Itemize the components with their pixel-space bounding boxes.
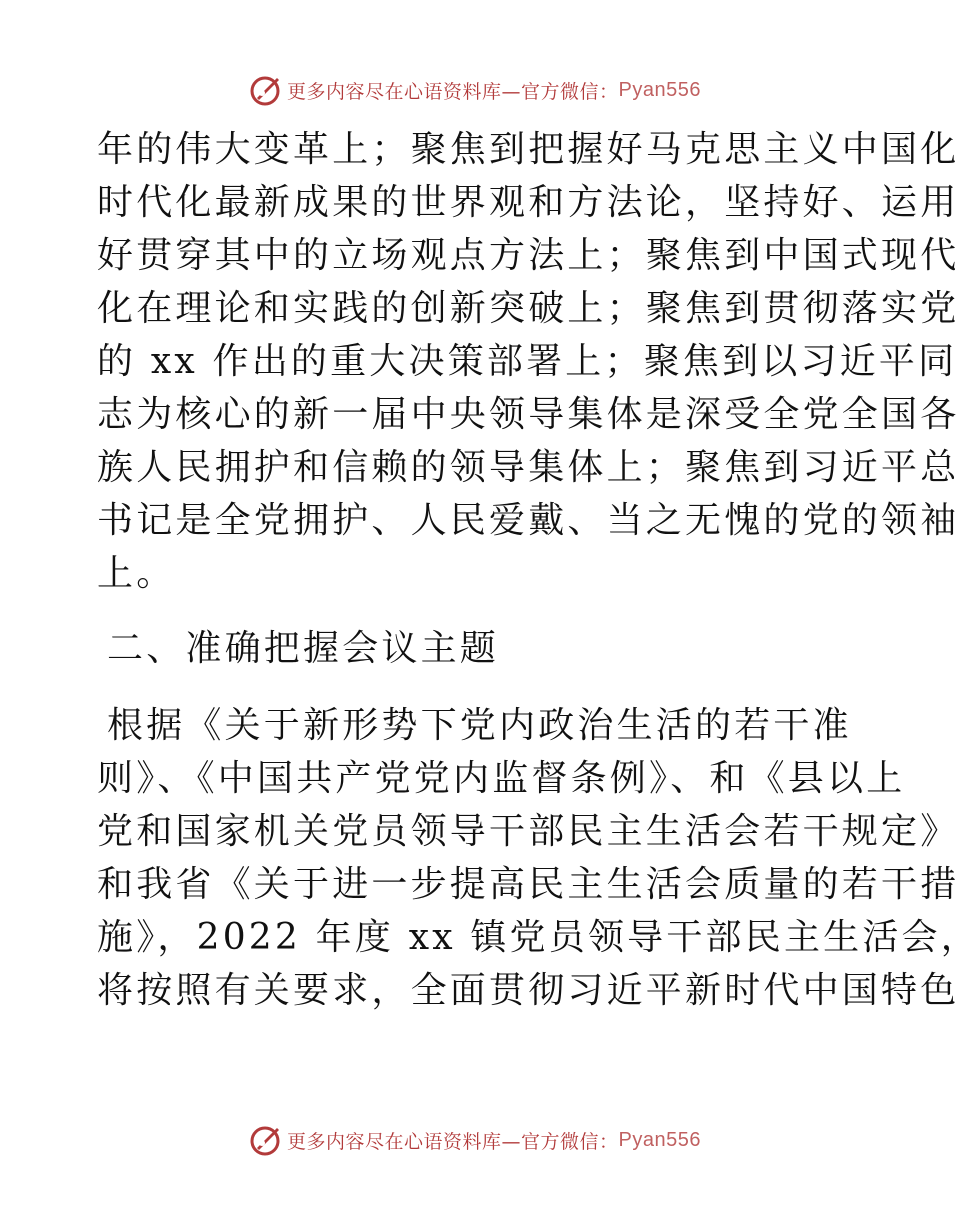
text-line: 将按照有关要求，全面贯彻习近平新时代中国特色 [97, 970, 960, 1011]
watermark-text: 更多内容尽在心语资料库—官方微信： [287, 1130, 619, 1153]
text-line: 化在理论和实践的创新突破上；聚焦到贯彻落实党 [97, 288, 960, 329]
section-heading: 二、准确把握会议主题 [107, 628, 500, 669]
header-watermark [0, 70, 950, 110]
paragraph-continuation [97, 123, 960, 600]
text-line: 的 xx 作出的重大决策部署上；聚焦到以习近平同 [97, 341, 958, 382]
pen-logo-icon [249, 73, 283, 107]
text-line: 志为核心的新一届中央领导集体是深受全党全国各 [97, 394, 960, 435]
text-line: 根据《关于新形势下党内政治生活的若干准 [107, 705, 852, 746]
text-line: 好贯穿其中的立场观点方法上；聚焦到中国式现代 [97, 235, 960, 276]
text-line: 时代化最新成果的世界观和方法论，坚持好、运用 [97, 182, 960, 223]
watermark-wechat-id: Pyan556 [618, 1128, 701, 1151]
text-line: 党和国家机关党员领导干部民主生活会若干规定》 [97, 811, 960, 852]
document-body [97, 123, 980, 1017]
text-line: 则》、《中国共产党党内监督条例》、和《县以上 [97, 758, 906, 799]
text-line: 上。 [97, 553, 176, 594]
text-line: 书记是全党拥护、人民爱戴、当之无愧的党的领袖 [97, 500, 960, 541]
watermark-text: 更多内容尽在心语资料库—官方微信： [287, 80, 619, 103]
footer-watermark [0, 1120, 950, 1160]
watermark-wechat-id: Pyan556 [618, 78, 701, 101]
text-line: 年的伟大变革上；聚焦到把握好马克思主义中国化 [97, 129, 960, 170]
text-line: 施》，2022 年度 xx 镇党员领导干部民主生活会， [97, 917, 980, 958]
paragraph-meeting-theme [97, 699, 980, 1017]
text-line: 和我省《关于进一步提高民主生活会质量的若干措 [97, 864, 960, 905]
text-line: 族人民拥护和信赖的领导集体上；聚焦到习近平总 [97, 447, 960, 488]
pen-logo-icon [249, 1123, 283, 1157]
